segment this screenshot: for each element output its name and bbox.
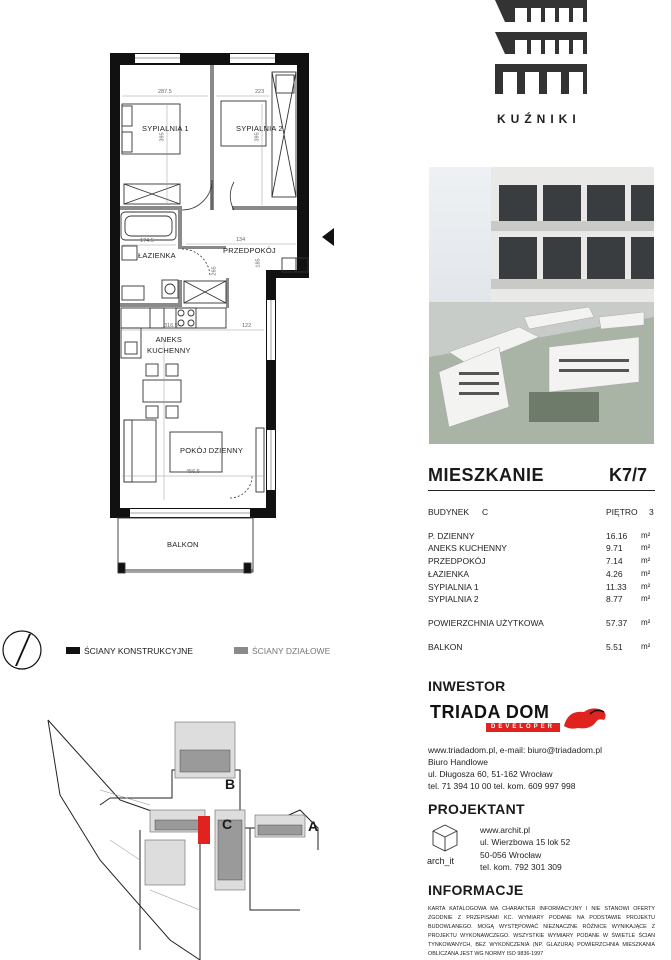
room-area-value: 16.16 <box>606 531 628 541</box>
dim-label: 395 <box>254 132 261 142</box>
dim-label: 287.5 <box>158 89 172 95</box>
investor-office: Biuro Handlowe <box>428 757 489 767</box>
designer-phone: tel. kom. 792 301 309 <box>480 862 562 872</box>
kuzniki-logo-icon <box>495 0 589 102</box>
room-area-unit: m² <box>641 569 651 578</box>
investor-phones: tel. 71 394 10 00 tel. kom. 609 997 998 <box>428 781 576 791</box>
usable-area-value: 57.37 <box>606 618 628 628</box>
room-area-name: P. DZIENNY <box>428 531 475 541</box>
dim-label: 456.5 <box>186 469 200 475</box>
arch-it-logo-text: arch_it <box>427 856 455 866</box>
floor-plan-drawing <box>0 0 420 600</box>
room-area-value: 11.33 <box>606 582 627 592</box>
triada-dom-logo <box>428 702 612 734</box>
room-area-value: 9.71 <box>606 543 623 553</box>
usable-area-label: POWIERZCHNIA UŻYTKOWA <box>428 618 544 628</box>
legend-partition-label: ŚCIANY DZIAŁOWE <box>252 646 331 656</box>
room-label-balkon: BALKON <box>167 540 199 549</box>
building-value: C <box>482 507 489 517</box>
dim-label: 395 <box>159 132 166 142</box>
apartment-code: K7/7 <box>609 465 648 485</box>
room-label-sypialnia-1: SYPIALNIA 1 <box>142 124 189 133</box>
arch-it-cube-icon <box>432 824 458 852</box>
designer-heading: PROJEKTANT <box>428 801 525 817</box>
legend-partition-swatch <box>234 647 248 654</box>
dim-label: 265 <box>211 266 218 276</box>
room-label-przedpokoj: PRZEDPOKÓJ <box>223 246 276 255</box>
bull-logo-icon <box>562 704 610 732</box>
triada-dom-logo-sub: DEVELOPER <box>486 723 560 732</box>
usable-area-unit: m² <box>641 618 651 627</box>
room-area-unit: m² <box>641 582 651 591</box>
site-plan <box>0 710 330 960</box>
triada-dom-logo-text: TRIADA DOM <box>430 702 550 722</box>
site-label-b: B <box>225 776 236 792</box>
investor-address: ul. Długosza 60, 51-162 Wrocław <box>428 769 553 779</box>
floor-value: 3 <box>649 507 654 517</box>
room-area-name: SYPIALNIA 2 <box>428 594 479 604</box>
dim-label: 134 <box>236 237 246 243</box>
floor-plan <box>0 0 420 600</box>
room-label-lazienka: ŁAZIENKA <box>138 251 176 260</box>
room-area-unit: m² <box>641 543 651 552</box>
compass-icon <box>0 628 44 672</box>
room-area-name: ŁAZIENKA <box>428 569 470 579</box>
room-area-value: 4.26 <box>606 569 623 579</box>
investor-contact[interactable]: www.triadadom.pl, e-mail: biuro@triadadom.pl <box>428 745 602 755</box>
room-label-pokoj: POKÓJ DZIENNY <box>180 446 244 455</box>
room-area-value: 7.14 <box>606 556 623 566</box>
room-area-name: SYPIALNIA 1 <box>428 582 479 592</box>
dim-label: 174.5 <box>140 238 154 244</box>
designer-city: 50-056 Wrocław <box>480 850 542 860</box>
room-area-unit: m² <box>641 531 651 540</box>
info-heading: INFORMACJE <box>428 882 524 898</box>
room-area-unit: m² <box>641 556 651 565</box>
site-label-c: C <box>222 816 233 832</box>
legend-structural-label: ŚCIANY KONSTRUKCYJNE <box>84 646 193 656</box>
dim-label: 316.5 <box>164 323 178 329</box>
room-area-name: PRZEDPOKÓJ <box>428 556 486 566</box>
info-disclaimer: KARTA KATALOGOWA MA CHARAKTER INFORMACYJNY I NIE STANOWI OFERTY ZGODNIE Z PRZEPISAMI KC. WYMIARY PODANE NA PODSTAWIE PROJEKTU BUDOWLANEGO. MOGĄ WYSTĘPOWAĆ NIEZNACZNE RÓŻNICE WYNIKAJĄCE Z PROJEKTU WYKONAWCZEGO. WSZYSTKIE WYMIARY PODANE W ŚWIETLE ŚCIAN TYNKOWANYCH, BEZ WYKOŃCZENIA (NP. GLAZURA) POWIERZCHNIA MIESZKANIA OBLICZANA JEST WG NORMY ISO 9836-1997 <box>428 906 655 957</box>
room-area-name: ANEKS KUCHENNY <box>428 543 507 553</box>
dim-label: 185 <box>255 258 262 268</box>
balcony-area-value: 5.51 <box>606 642 623 652</box>
balcony-area-label: BALKON <box>428 642 463 652</box>
floor-label: PIĘTRO <box>606 507 638 517</box>
designer-www[interactable]: www.archit.pl <box>480 825 531 835</box>
balcony-area-unit: m² <box>641 642 651 651</box>
designer-street: ul. Wierzbowa 15 lok 52 <box>480 837 571 847</box>
divider <box>428 490 655 491</box>
room-area-value: 8.77 <box>606 594 623 604</box>
site-label-a: A <box>308 818 319 834</box>
room-label-sypialnia-2: SYPIALNIA 2 <box>236 124 283 133</box>
dim-label: 122 <box>242 323 252 329</box>
building-label: BUDYNEK <box>428 507 470 517</box>
apartment-title: MIESZKANIE <box>428 465 545 485</box>
dim-label: 223 <box>255 89 265 95</box>
building-render-image <box>429 167 654 444</box>
room-area-unit: m² <box>641 594 651 603</box>
investor-heading: INWESTOR <box>428 678 506 694</box>
legend-structural-swatch <box>66 647 80 654</box>
room-label-aneks: ANEKS KUCHENNY <box>147 335 191 355</box>
brand-name: KUŹNIKI <box>497 112 581 126</box>
